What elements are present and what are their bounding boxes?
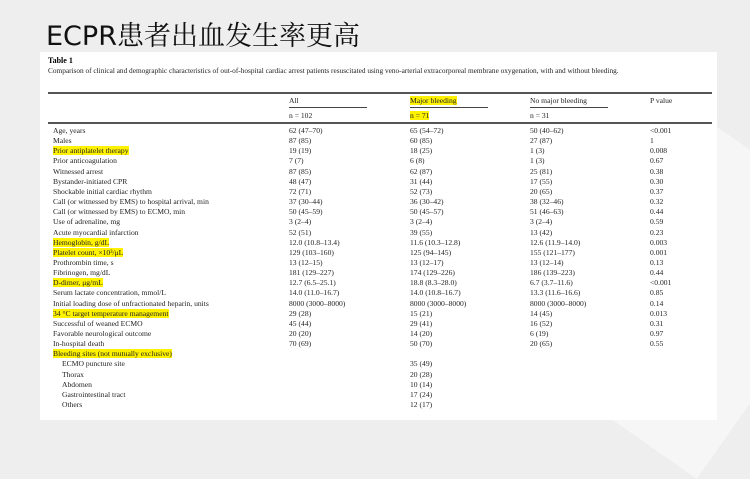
row-value: 174 (129–226) xyxy=(410,268,455,278)
row-label: Use of adrenaline, mg xyxy=(53,217,121,227)
row-label: Favorable neurological outcome xyxy=(53,329,152,338)
row-label: Witnessed arrest xyxy=(53,166,104,176)
row-value: <0.001 xyxy=(650,126,672,135)
row-value: 52 (73) xyxy=(410,186,433,196)
row-value: 6.7 (3.7–11.6) xyxy=(530,278,573,288)
row-label: Shockable initial cardiac rhythm xyxy=(53,186,152,196)
row-label: Initial loading dose of unfractionated heparin, units xyxy=(53,298,209,308)
row-value: 155 (121–177) xyxy=(530,247,575,257)
slide-title: ECPR患者出血发生率更高 xyxy=(46,21,360,52)
table-row xyxy=(40,380,717,390)
n-all: n = 102 xyxy=(289,111,313,120)
row-value: 27 (87) xyxy=(530,136,553,146)
table-row xyxy=(40,370,717,380)
row-value: 17 (24) xyxy=(410,389,433,399)
row-value: 45 (44) xyxy=(289,318,312,328)
table-row xyxy=(40,258,717,268)
row-value: 0.30 xyxy=(650,176,664,186)
row-value: 13 (12–15) xyxy=(289,257,323,267)
row-label: Prior anticoagulation xyxy=(53,156,117,166)
table-row xyxy=(40,400,717,410)
row-value: 72 (71) xyxy=(289,186,312,196)
row-value: 13 (12–17) xyxy=(410,257,444,267)
row-label: 34 °C target temperature management xyxy=(53,308,169,318)
table-row xyxy=(40,217,717,227)
row-value: 12 (17) xyxy=(410,400,433,410)
row-value: 1 xyxy=(650,136,654,146)
row-value: 7 (7) xyxy=(289,156,304,166)
col-major-bleeding: Major bleeding xyxy=(410,96,457,105)
row-label: Age, years xyxy=(53,126,86,135)
row-value: 50 (45–57) xyxy=(410,207,444,217)
row-value: 0.013 xyxy=(650,308,668,318)
table-row xyxy=(40,288,717,298)
n-major: n = 71 xyxy=(410,111,430,120)
row-label: Serum lactate concentration, mmol/L xyxy=(53,288,167,298)
row-value: 48 (47) xyxy=(289,176,312,186)
row-value: 15 (21) xyxy=(410,308,433,318)
row-value: 0.13 xyxy=(650,257,664,267)
col-p-value: P value xyxy=(650,96,673,105)
row-value: <0.001 xyxy=(650,278,672,288)
row-label: In-hospital death xyxy=(53,339,105,349)
table-row xyxy=(40,146,717,156)
col-all: All xyxy=(289,96,299,105)
row-label: Successful of weaned ECMO xyxy=(53,318,143,328)
row-label: Abdomen xyxy=(62,379,92,389)
row-value: 37 (30–44) xyxy=(289,197,323,207)
row-label: Platelet count, ×10³/μL xyxy=(53,247,124,257)
row-label: Males xyxy=(53,136,72,146)
table-row xyxy=(40,359,717,369)
row-value: 6 (8) xyxy=(410,156,425,166)
table-row xyxy=(40,299,717,309)
row-value: 19 (19) xyxy=(289,146,312,156)
header-rule xyxy=(48,122,712,124)
row-value: 31 (44) xyxy=(410,176,433,186)
row-value: 0.23 xyxy=(650,227,664,237)
row-value: 87 (85) xyxy=(289,166,312,176)
row-value: 0.14 xyxy=(650,298,664,308)
row-value: 0.44 xyxy=(650,207,664,217)
top-rule xyxy=(48,92,712,94)
row-value: 0.44 xyxy=(650,268,664,278)
row-value: 12.7 (6.5–25.1) xyxy=(289,278,336,288)
row-value: 0.59 xyxy=(650,217,664,227)
row-label: Others xyxy=(62,400,83,410)
row-value: 20 (28) xyxy=(410,369,433,379)
row-value: 60 (85) xyxy=(410,136,433,146)
table-row xyxy=(40,197,717,207)
row-value: 13 (42) xyxy=(530,227,553,237)
table-row xyxy=(40,248,717,258)
table-panel xyxy=(40,52,717,420)
row-value: 50 (40–62) xyxy=(530,126,564,135)
row-label: Call (or witnessed by EMS) to ECMO, min xyxy=(53,207,186,217)
col-no-major-bleeding: No major bleeding xyxy=(530,96,587,105)
row-value: 10 (14) xyxy=(410,379,433,389)
row-value: 87 (85) xyxy=(289,136,312,146)
row-value: 8000 (3000–8000) xyxy=(289,298,346,308)
row-label: Prothrombin time, s xyxy=(53,257,114,267)
table-row xyxy=(40,268,717,278)
row-value: 14.0 (11.0–16.7) xyxy=(289,288,340,298)
row-value: 1 (3) xyxy=(530,156,545,166)
row-value: 0.001 xyxy=(650,247,668,257)
row-value: 181 (129–227) xyxy=(289,268,334,278)
col-underline xyxy=(410,107,488,108)
row-value: 0.67 xyxy=(650,156,664,166)
row-value: 0.97 xyxy=(650,329,664,338)
row-value: 20 (65) xyxy=(530,339,553,349)
row-value: 65 (54–72) xyxy=(410,126,444,135)
table-caption: Comparison of clinical and demographic characteristics of out-of-hospital cardiac arrest patients resuscitated using veno-arterial extracorporeal membrane oxygenation, with and without bleeding. xyxy=(48,66,619,75)
row-value: 25 (81) xyxy=(530,166,553,176)
row-value: 14.0 (10.8–16.7) xyxy=(410,288,461,298)
row-label: Prior antiplatelet therapy xyxy=(53,146,129,156)
row-value: 186 (139–223) xyxy=(530,268,575,278)
row-value: 62 (87) xyxy=(410,166,433,176)
row-value: 38 (32–46) xyxy=(530,197,564,207)
table-row xyxy=(40,319,717,329)
table-row xyxy=(40,339,717,349)
row-label: D-dimer, μg/mL xyxy=(53,278,103,288)
row-value: 0.38 xyxy=(650,166,664,176)
n-no-major: n = 31 xyxy=(530,111,550,120)
row-value: 3 (2–4) xyxy=(289,217,312,227)
row-value: 14 (20) xyxy=(410,329,433,338)
table-row xyxy=(40,238,717,248)
row-label: Bleeding sites (not mutually exclusive) xyxy=(53,349,172,359)
row-label: Thorax xyxy=(62,369,84,379)
row-label: Fibrinogen, mg/dL xyxy=(53,268,111,278)
row-value: 17 (55) xyxy=(530,176,553,186)
row-value: 1 (3) xyxy=(530,146,545,156)
table-label: Table 1 xyxy=(48,56,73,65)
table-row xyxy=(40,126,717,136)
row-value: 35 (49) xyxy=(410,359,433,369)
table-row xyxy=(40,309,717,319)
table-row xyxy=(40,228,717,238)
row-label: ECMO puncture site xyxy=(62,359,125,369)
row-value: 0.37 xyxy=(650,186,664,196)
table-row xyxy=(40,167,717,177)
row-value: 8000 (3000–8000) xyxy=(410,298,467,308)
row-value: 62 (47–70) xyxy=(289,126,323,135)
row-label: Acute myocardial infarction xyxy=(53,227,139,237)
table-row xyxy=(40,177,717,187)
row-value: 51 (46–63) xyxy=(530,207,564,217)
row-value: 12.0 (10.8–13.4) xyxy=(289,237,340,247)
row-value: 29 (28) xyxy=(289,308,312,318)
table-row xyxy=(40,329,717,339)
row-value: 0.32 xyxy=(650,197,664,207)
col-underline xyxy=(289,107,367,108)
row-value: 70 (69) xyxy=(289,339,312,349)
row-value: 6 (19) xyxy=(530,329,549,338)
row-value: 0.55 xyxy=(650,339,664,349)
row-value: 125 (94–145) xyxy=(410,247,452,257)
row-value: 0.85 xyxy=(650,288,664,298)
table-row xyxy=(40,349,717,359)
row-value: 20 (20) xyxy=(289,329,312,338)
row-value: 52 (51) xyxy=(289,227,312,237)
row-value: 13 (12–14) xyxy=(530,257,564,267)
table-row xyxy=(40,207,717,217)
row-value: 16 (52) xyxy=(530,318,553,328)
row-value: 18.8 (8.3–28.0) xyxy=(410,278,457,288)
row-value: 0.003 xyxy=(650,237,668,247)
table-row xyxy=(40,278,717,288)
row-value: 13.3 (11.6–16.6) xyxy=(530,288,581,298)
row-value: 12.6 (11.9–14.0) xyxy=(530,237,581,247)
row-value: 39 (55) xyxy=(410,227,433,237)
row-label: Gastrointestinal tract xyxy=(62,389,126,399)
row-value: 129 (103–160) xyxy=(289,247,334,257)
table-row xyxy=(40,187,717,197)
col-underline xyxy=(530,107,608,108)
table-row xyxy=(40,156,717,166)
row-value: 29 (41) xyxy=(410,318,433,328)
row-value: 20 (65) xyxy=(530,186,553,196)
row-value: 14 (45) xyxy=(530,308,553,318)
row-label: Bystander-initiated CPR xyxy=(53,176,128,186)
row-value: 11.6 (10.3–12.8) xyxy=(410,237,461,247)
row-value: 50 (45–59) xyxy=(289,207,323,217)
row-label: Call (or witnessed by EMS) to hospital arrival, min xyxy=(53,197,209,207)
table-row xyxy=(40,136,717,146)
row-value: 8000 (3000–8000) xyxy=(530,298,587,308)
row-value: 0.31 xyxy=(650,318,664,328)
row-value: 36 (30–42) xyxy=(410,197,444,207)
row-value: 3 (2–4) xyxy=(530,217,553,227)
row-value: 3 (2–4) xyxy=(410,217,433,227)
row-value: 0.008 xyxy=(650,146,668,156)
row-label: Hemoglobin, g/dL xyxy=(53,237,110,247)
table-row xyxy=(40,390,717,400)
row-value: 50 (70) xyxy=(410,339,433,349)
row-value: 18 (25) xyxy=(410,146,433,156)
